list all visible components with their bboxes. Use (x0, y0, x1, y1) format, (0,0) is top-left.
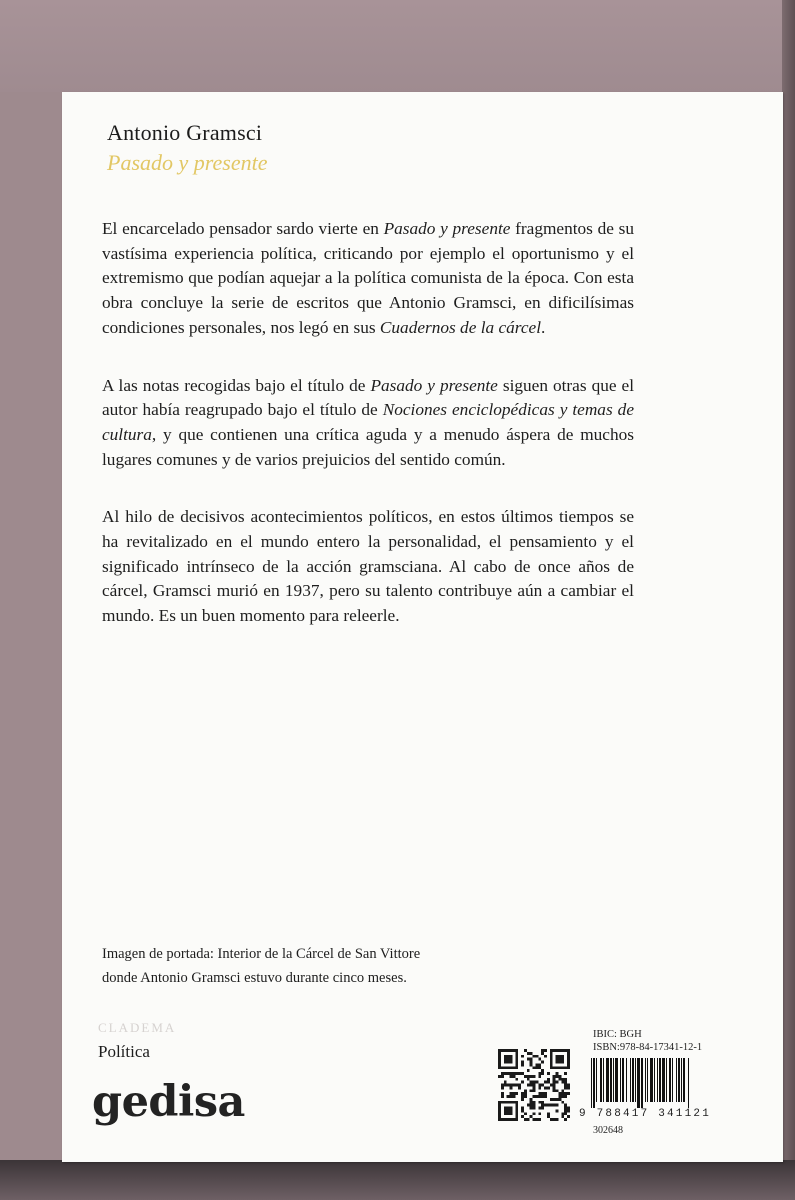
italic-phrase: Pasado y presente (370, 375, 498, 395)
text-run: Al hilo de decisivos acontecimientos políticos, en estos últimos tiempos se ha revitalizado en el mundo entero la personalidad, el pensamiento y el significado intrínseco de la acción gramsciana. Al cabo de once años de cárcel, Gramsci murió en 1937, pero su talento contribuye aún a cambiar el mundo. Es un buen momento para releerle. (102, 507, 634, 626)
text-run: A las notas recogidas bajo el título de (102, 375, 371, 395)
blurb-paragraph-1 (102, 217, 634, 341)
text-run: fragmentos de su vastísima experiencia política, criticando por ejemplo el oportunismo y el extremismo que podían aquejar a la política comunista de la época. Con esta obra concluye la serie de escritos que Antonio Gramsci, en dificilísimas condiciones personales, nos legó en sus (102, 219, 634, 337)
background-right-edge (782, 0, 795, 1200)
text-run: . (541, 317, 546, 337)
caption-line-1: Imagen de portada: Interior de la Cárcel de San Vittore (102, 946, 421, 962)
collection-name: CLADEMA (98, 1020, 177, 1035)
price-code: 302648 (593, 1125, 623, 1136)
background-bottom (0, 1160, 795, 1200)
ibic-code: IBIC: BGH (593, 1029, 642, 1040)
text-run: El encarcelado pensador sardo vierte en (102, 219, 384, 238)
barcode-digits: 9 788417 341121 (579, 1108, 712, 1120)
category-label: Política (98, 1042, 150, 1061)
italic-phrase: Cuadernos de la cárcel (379, 317, 541, 337)
italic-phrase: Pasado y presente (383, 219, 511, 238)
publisher-logo: gedisa (92, 1077, 245, 1127)
caption-line-2: donde Antonio Gramsci estuvo durante cinco meses. (102, 970, 407, 986)
barcode (589, 1058, 733, 1108)
blurb-paragraph-3 (102, 505, 634, 629)
qr-code-icon (498, 1049, 570, 1121)
blurb (102, 217, 634, 629)
italic-phrase: Nociones enciclopédicas y temas de cultura (102, 400, 634, 444)
blurb-paragraph-2 (102, 374, 634, 473)
isbn: ISBN:978-84-17341-12-1 (593, 1042, 703, 1053)
text-run: , y que contienen una crítica aguda y a menudo áspera de muchos lugares comunes y de varios prejuicios del sentido común. (102, 424, 634, 469)
background-top (0, 0, 795, 92)
bibliographic-info (593, 1028, 702, 1054)
cover-image-caption (102, 942, 622, 990)
back-cover (62, 92, 783, 1162)
text-run: siguen otras que el autor había reagrupado bajo el título de (102, 375, 634, 420)
book-title: Pasado y presente (107, 150, 268, 175)
author-name: Antonio Gramsci (107, 120, 263, 145)
